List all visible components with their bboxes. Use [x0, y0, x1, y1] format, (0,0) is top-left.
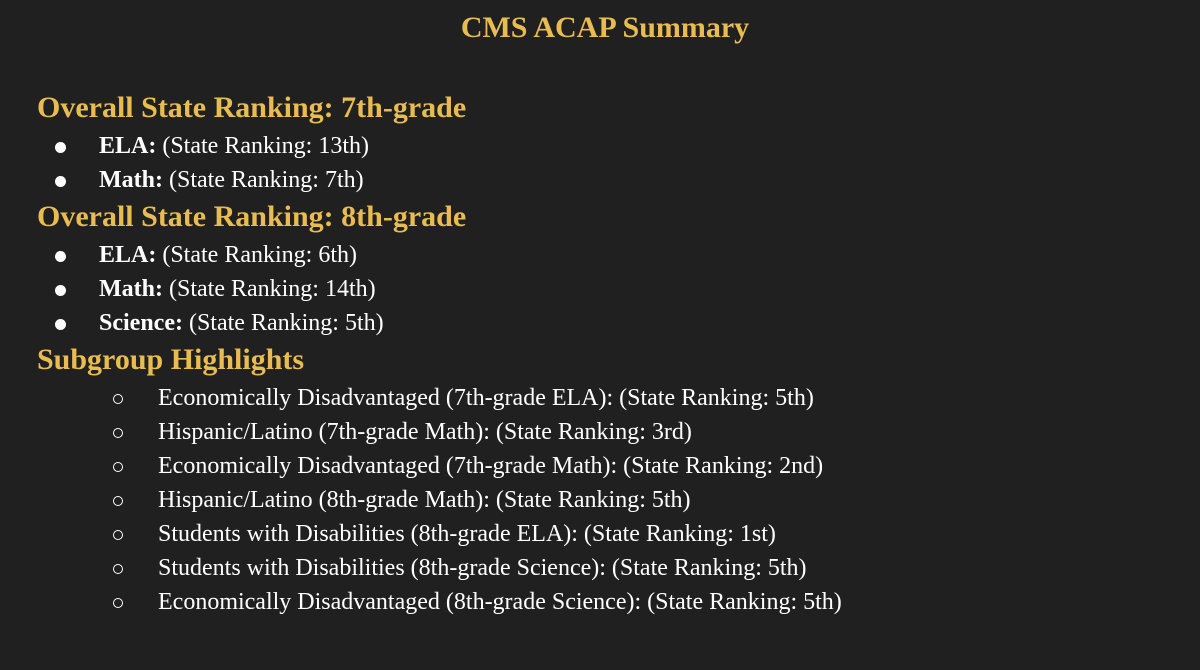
list-item-text — [99, 163, 364, 197]
ranking-text: (State Ranking: 5th) — [182, 310, 384, 336]
list-item-text — [99, 306, 384, 340]
bullet-icon — [55, 176, 66, 187]
subject-label: Math: — [99, 276, 163, 302]
subgroup-item-text: Students with Disabilities (8th-grade Science): (State Ranking: 5th) — [158, 555, 807, 581]
subgroup-item-text: Economically Disadvantaged (7th-grade Math): (State Ranking: 2nd) — [158, 453, 824, 479]
subject-label: ELA: — [99, 133, 157, 159]
hollow-circle-bullet-icon — [113, 462, 123, 472]
ranking-text: (State Ranking: 7th) — [162, 167, 364, 193]
hollow-circle-bullet-icon — [113, 428, 123, 438]
bullet-icon — [55, 142, 66, 153]
bullet-icon — [55, 319, 66, 330]
hollow-circle-bullet-icon — [113, 394, 123, 404]
hollow-circle-bullet-icon — [113, 530, 123, 540]
subject-label: Math: — [99, 167, 163, 193]
ranking-text: (State Ranking: 13th) — [156, 133, 369, 159]
ranking-text: (State Ranking: 6th) — [156, 242, 357, 268]
section-heading-7th-grade: Overall State Ranking: 7th-grade — [37, 91, 467, 124]
subject-label: Science: — [99, 310, 183, 336]
list-item-text — [99, 129, 369, 163]
list-item-text — [99, 238, 357, 272]
bullet-icon — [55, 251, 66, 262]
subject-label: ELA: — [99, 242, 157, 268]
hollow-circle-bullet-icon — [113, 598, 123, 608]
subgroup-item-text: Economically Disadvantaged (8th-grade Science): (State Ranking: 5th) — [158, 589, 842, 615]
bullet-icon — [55, 285, 66, 296]
hollow-circle-bullet-icon — [113, 564, 123, 574]
list-item-text — [99, 272, 376, 306]
ranking-text: (State Ranking: 14th) — [162, 276, 376, 302]
subgroup-item-text: Hispanic/Latino (7th-grade Math): (State Ranking: 3rd) — [158, 419, 692, 445]
subgroup-item-text: Hispanic/Latino (8th-grade Math): (State Ranking: 5th) — [158, 487, 691, 513]
subgroup-item-text: Economically Disadvantaged (7th-grade ELA): (State Ranking: 5th) — [158, 385, 814, 411]
hollow-circle-bullet-icon — [113, 496, 123, 506]
page-title: CMS ACAP Summary — [460, 11, 750, 44]
section-heading-8th-grade: Overall State Ranking: 8th-grade — [37, 200, 467, 233]
section-heading-subgroups: Subgroup Highlights — [37, 343, 305, 376]
subgroup-item-text: Students with Disabilities (8th-grade ELA): (State Ranking: 1st) — [158, 521, 776, 547]
